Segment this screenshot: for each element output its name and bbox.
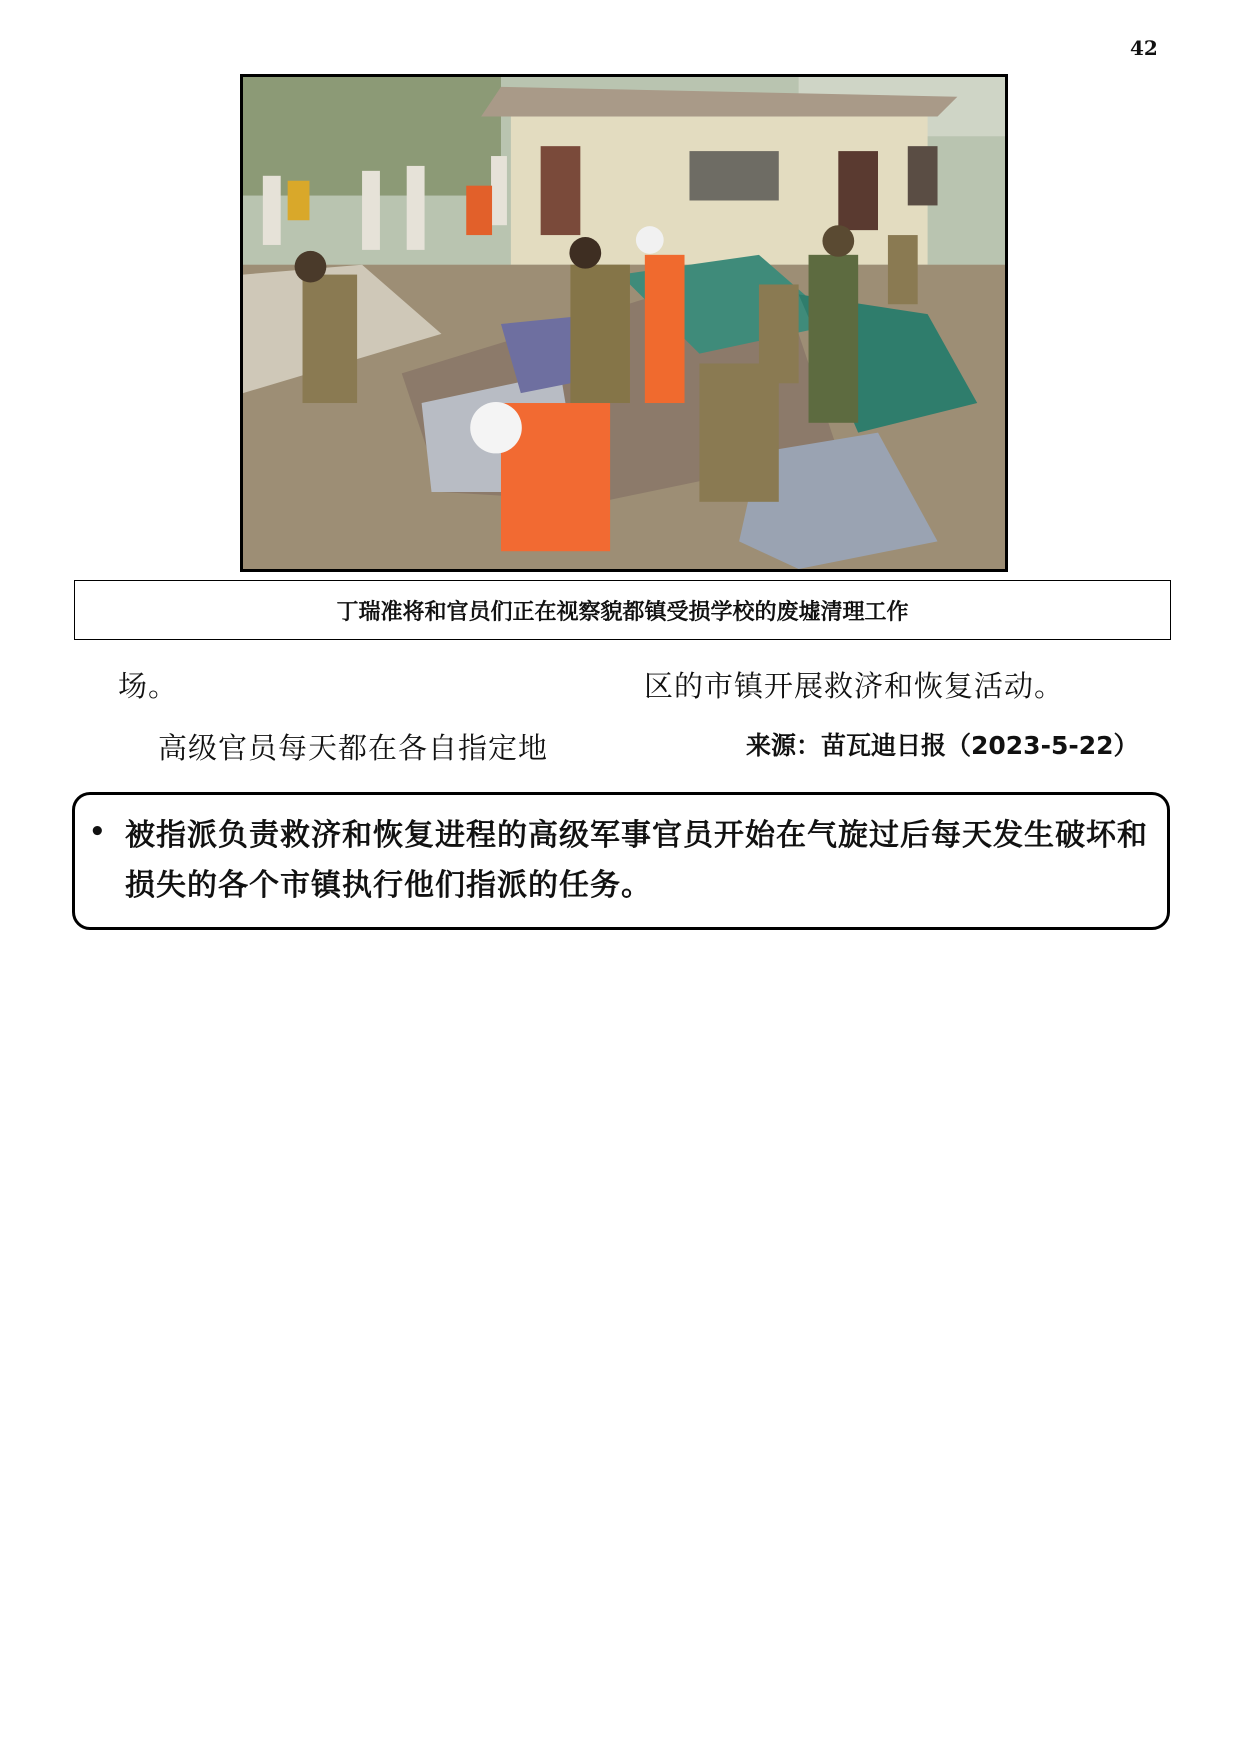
- photo-caption: 丁瑞准将和官员们正在视察貌都镇受损学校的废墟清理工作: [336, 599, 909, 625]
- photo-illustration: [243, 77, 1005, 569]
- bullet-icon: •: [89, 817, 106, 847]
- article-col2-line1: 区的市镇开展救济和恢复活动。: [644, 669, 1065, 703]
- photo-caption-box: [74, 580, 1171, 640]
- article-source: 来源：苗瓦迪日报（2023-5-22）: [746, 731, 1139, 760]
- news-photo: [240, 74, 1008, 572]
- article-col1-line2: 高级官员每天都在各自指定地: [158, 731, 549, 765]
- page-number: 42: [1130, 36, 1158, 60]
- article-col1-line1: 场。: [118, 669, 179, 703]
- summary-note-box: [72, 792, 1170, 930]
- summary-note-text: 被指派负责救济和恢复进程的高级军事官员开始在气旋过后每天发生破坏和损失的各个市镇执行他们指派的任务。: [125, 818, 1148, 903]
